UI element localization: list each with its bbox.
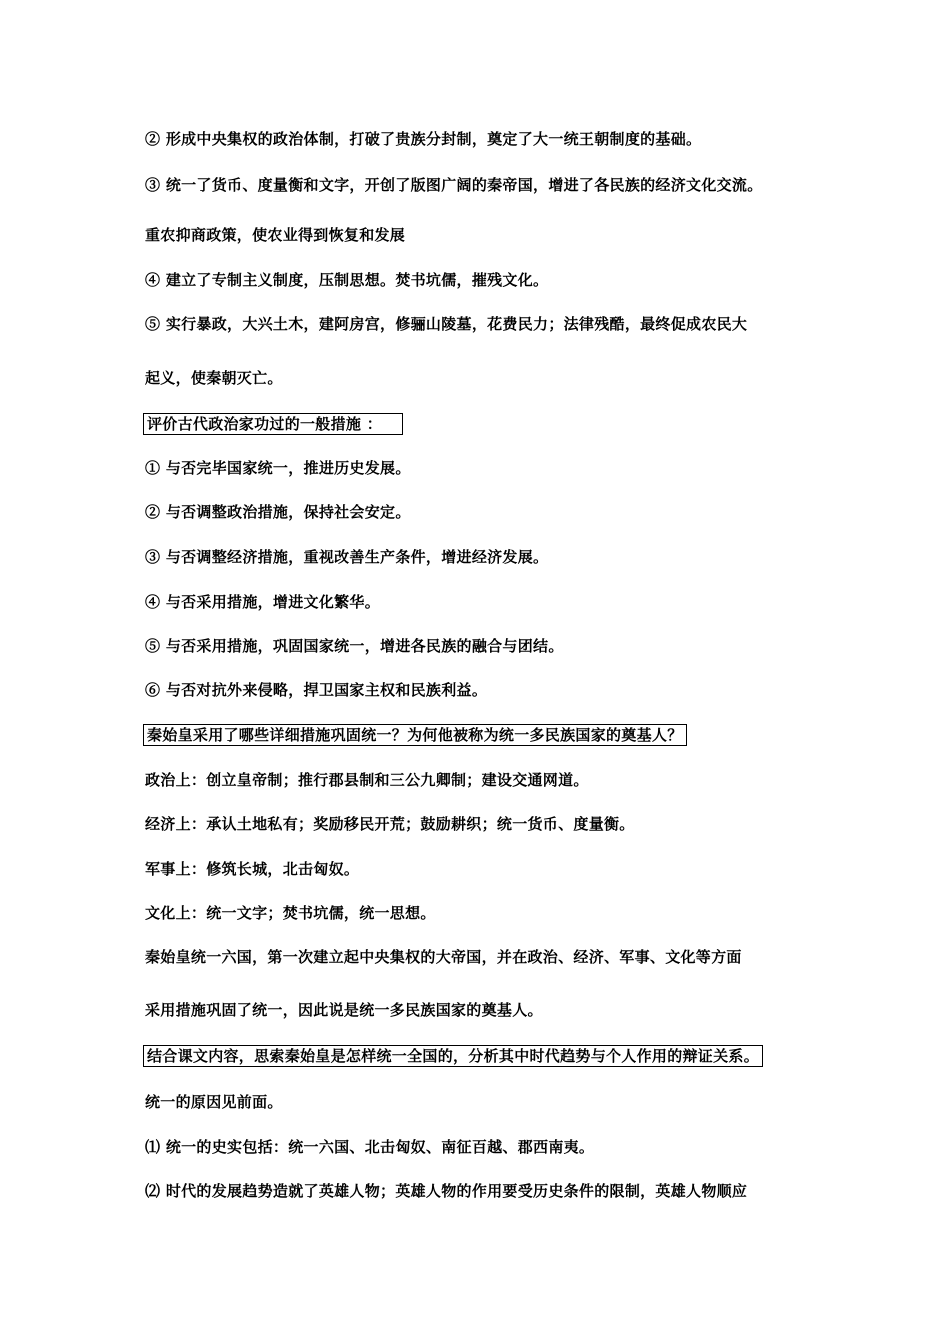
heading-box: 秦始皇采用了哪些详细措施巩固统一？为何他被称为统一多民族国家的奠基人？: [143, 724, 687, 746]
section-heading: [143, 413, 403, 435]
text-line: ② 形成中央集权的政治体制，打破了贵族分封制，奠定了大一统王朝制度的基础。: [145, 130, 702, 148]
text-line: 文化上：统一文字；焚书坑儒，统一思想。: [145, 904, 436, 922]
text-line: 秦始皇统一六国，第一次建立起中央集权的大帝国，并在政治、经济、军事、文化等方面: [145, 948, 742, 966]
section-heading: [143, 724, 687, 746]
text-line: 经济上：承认土地私有；奖励移民开荒；鼓励耕织；统一货币、度量衡。: [145, 815, 635, 833]
text-line: 军事上：修筑长城，北击匈奴。: [145, 860, 360, 878]
text-line: ① 与否完毕国家统一，推进历史发展。: [145, 459, 411, 477]
text-line: 起义，使秦朝灭亡。: [145, 369, 283, 387]
text-line: 采用措施巩固了统一，因此说是统一多民族国家的奠基人。: [145, 1001, 543, 1019]
text-line: 统一的原因见前面。: [145, 1093, 283, 1111]
text-line: ③ 与否调整经济措施，重视改善生产条件，增进经济发展。: [145, 548, 549, 566]
text-line: ⑵ 时代的发展趋势造就了英雄人物；英雄人物的作用要受历史条件的限制，英雄人物顺应: [145, 1182, 748, 1200]
text-line: ⑴ 统一的史实包括：统一六国、北击匈奴、南征百越、郡西南夷。: [145, 1138, 595, 1156]
text-line: ⑤ 实行暴政，大兴土木，建阿房宫，修骊山陵墓，花费民力；法律残酷，最终促成农民大: [145, 315, 748, 333]
section-heading: [143, 1045, 763, 1067]
text-line: 政治上：创立皇帝制；推行郡县制和三公九卿制；建设交通网道。: [145, 771, 589, 789]
text-line: ② 与否调整政治措施，保持社会安定。: [145, 503, 411, 521]
text-line: ④ 建立了专制主义制度，压制思想。焚书坑儒，摧残文化。: [145, 271, 549, 289]
text-line: 重农抑商政策，使农业得到恢复和发展: [145, 226, 406, 244]
text-line: ⑤ 与否采用措施，巩固国家统一，增进各民族的融合与团结。: [145, 637, 564, 655]
heading-box: 评价古代政治家功过的一般措施 ：: [143, 413, 403, 435]
heading-box: 结合课文内容，思索秦始皇是怎样统一全国的，分析其中时代趋势与个人作用的辩证关系。: [143, 1045, 763, 1067]
text-line: ⑥ 与否对抗外来侵略，捍卫国家主权和民族利益。: [145, 681, 488, 699]
text-line: ④ 与否采用措施，增进文化繁华。: [145, 593, 381, 611]
text-line: ③ 统一了货币、度量衡和文字，开创了版图广阔的秦帝国，增进了各民族的经济文化交流。: [145, 176, 763, 194]
